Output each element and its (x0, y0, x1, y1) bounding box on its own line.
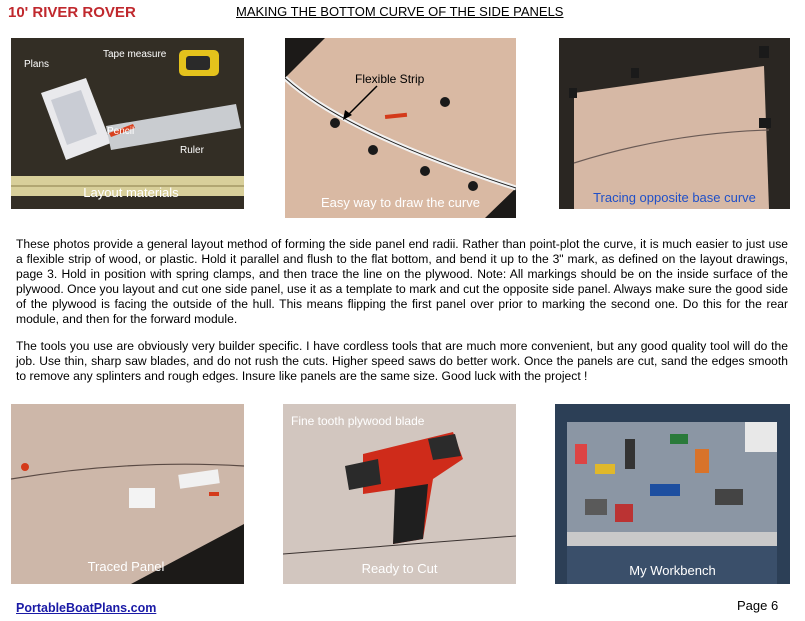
page-brand: 10' RIVER ROVER (8, 4, 136, 21)
workbench-image (555, 404, 790, 584)
caption-draw-curve: Easy way to draw the curve (321, 195, 480, 210)
ready-to-cut-image (283, 404, 516, 584)
page-title: MAKING THE BOTTOM CURVE OF THE SIDE PANELS (236, 4, 564, 19)
label-pencil: Pencil (107, 126, 135, 137)
body-paragraph-2: The tools you use are obviously very builder specific. I have cordless tools that are much more convenient, but any good quality tool will do the job. Use thin, sharp saw blades, and do not rush the cuts. Higher speed saws do better work. Once the panels are cut, sand the edges smooth to remove any splinters and rough edges. Insure like panels are the same size. Good luck with the project ! (16, 339, 788, 383)
draw-curve-image (285, 38, 516, 218)
photo-workbench (555, 404, 790, 584)
overlay-fine-tooth-blade: Fine tooth plywood blade (291, 414, 425, 428)
photo-traced-panel (11, 404, 244, 584)
callout-flexible-strip: Flexible Strip (355, 72, 425, 86)
caption-workbench: My Workbench (629, 563, 716, 578)
photo-draw-curve (285, 38, 516, 218)
tracing-curve-image (559, 38, 790, 209)
caption-layout-materials: Layout materials (83, 185, 179, 200)
traced-panel-image (11, 404, 244, 584)
photo-ready-to-cut (283, 404, 516, 584)
caption-traced-panel: Traced Panel (87, 559, 165, 574)
website-link[interactable]: PortableBoatPlans.com (16, 601, 157, 615)
page-number: Page 6 (737, 598, 779, 613)
label-tape-measure: Tape measure (103, 49, 167, 60)
caption-tracing-curve: Tracing opposite base curve (593, 190, 756, 205)
caption-ready-to-cut: Ready to Cut (361, 561, 438, 576)
label-plans: Plans (24, 59, 50, 70)
label-ruler: Ruler (180, 145, 204, 156)
photo-layout-materials (11, 38, 244, 209)
photo-tracing-curve (559, 38, 790, 209)
body-paragraph-1: These photos provide a general layout method of forming the side panel end radii. Rather than point-plot the curve, it is much easier to just use a flexible strip of wood, or plastic. Hold it parallel and flush to the flat bottom, and bend it up to the 3" mark, as defined on the layout drawings, page 3. Hold in position with spring clamps, and then trace the line on the plywood. Note: All markings should be on the inside surface of the plywood. Once you layout and cut one side panel, use it as a template to mark and cut the opposite side panel. Always make sure the good side of the plywood is facing the outside of the hull. This means flipping the first panel over prior to marking the second one. Do this for the rear module, and then for the forward module. (16, 237, 788, 326)
